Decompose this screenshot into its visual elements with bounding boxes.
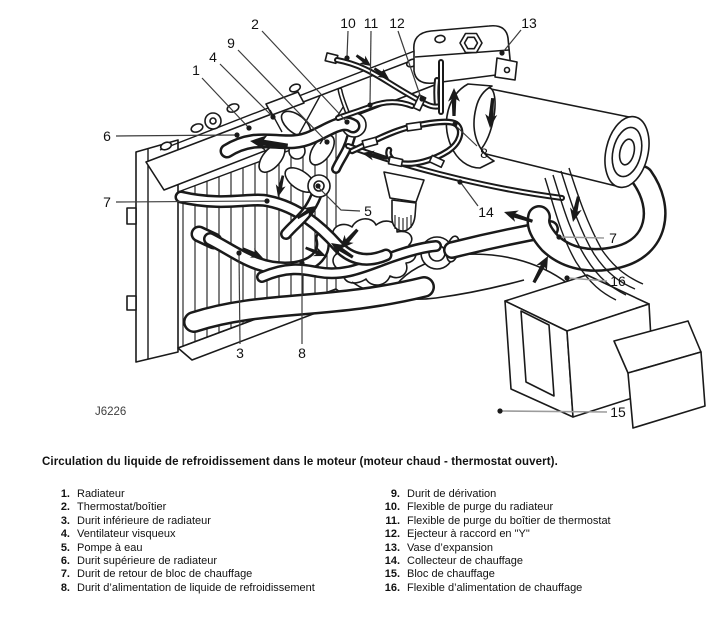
hose-union [362, 137, 377, 147]
legend-item-number: 1. [60, 488, 70, 500]
callout-9: 9 [227, 35, 235, 51]
callout-16: 16 [610, 273, 626, 289]
callout-dot-7 [556, 234, 561, 239]
legend-item-label: Radiateur [77, 488, 125, 500]
legend-item [370, 488, 710, 501]
legend-item [40, 542, 370, 555]
legend-item [40, 488, 370, 501]
callout-leader-10 [347, 31, 348, 57]
callout-7: 7 [103, 194, 111, 210]
callout-10: 10 [340, 15, 356, 31]
legend-item [40, 555, 370, 568]
callout-dot-5 [315, 183, 320, 188]
callout-dot-14 [457, 179, 462, 184]
tank-cap [460, 34, 482, 53]
legend-item-label: Bloc de chauffage [407, 568, 495, 581]
legend-item [370, 582, 710, 595]
legend-column-left [40, 488, 370, 595]
legend-column-right [370, 488, 710, 595]
callout-dot-12 [419, 96, 424, 101]
legend-item-label: Durit supérieure de radiateur [77, 555, 218, 568]
callout-dot-4 [270, 114, 275, 119]
callout-dot-10 [344, 55, 349, 60]
callout-dot-3 [236, 250, 241, 255]
legend-item [370, 515, 710, 528]
figure-code: J6226 [95, 406, 127, 418]
legend-item-number: 10. [384, 501, 400, 514]
ribbed-cylinder [392, 200, 416, 231]
callout-15: 15 [610, 404, 626, 420]
legend-item-label: Durit de dérivation [407, 488, 497, 500]
legend-item-number: 2. [60, 501, 70, 514]
figure-caption: Circulation du liquide de refroidissement dans le moteur (moteur chaud - thermostat ouvert). [42, 456, 558, 468]
legend-item [40, 582, 370, 595]
legend-item-label: Thermostat/boîtier [77, 501, 167, 514]
legend-item-label: Flexible d’alimentation de chauffage [407, 581, 583, 594]
legend-item [40, 568, 370, 581]
legend-item-label: Flexible de purge du boîtier de thermostat [407, 514, 611, 527]
callout-2: 2 [251, 16, 259, 32]
legend-item [370, 568, 710, 581]
legend-item-label: Pompe à eau [77, 541, 143, 554]
callout-dot-13 [499, 50, 504, 55]
legend-item-number: 9. [390, 488, 400, 500]
legend-item-label: Vase d’expansion [407, 541, 494, 554]
legend-item-number: 12. [384, 528, 400, 541]
legend-item-number: 4. [60, 528, 70, 541]
callout-11: 11 [363, 15, 379, 31]
legend-item-number: 11. [385, 514, 400, 527]
flow-arrow [276, 175, 286, 197]
legend-item-number: 13. [384, 541, 400, 554]
heater-block [505, 275, 705, 428]
hose-union [407, 122, 422, 131]
tank-neck [436, 80, 437, 106]
legend-item-number: 7. [60, 568, 70, 581]
legend-item-label: Collecteur de chauffage [407, 555, 523, 568]
callout-leader-15 [501, 411, 607, 412]
legend-item-label: Flexible de purge du radiateur [407, 501, 554, 514]
legend-item-label: Durit d’alimentation de liquide de refroidissement [77, 581, 315, 594]
callout-5: 5 [364, 203, 372, 219]
legend-item-label: Durit de retour de bloc de chauffage [77, 568, 253, 581]
callout-leader-7 [560, 237, 604, 238]
callout-dot-7 [264, 198, 269, 203]
callout-3: 3 [236, 345, 244, 361]
callout-7: 7 [609, 230, 617, 246]
callout-dot-11 [367, 102, 372, 107]
callout-8: 8 [480, 145, 488, 161]
callout-dot-16 [564, 275, 569, 280]
callout-14: 14 [478, 204, 494, 220]
callout-dot-6 [234, 132, 239, 137]
legend [0, 488, 720, 595]
legend-item-label: Ejecteur à raccord en "Y" [407, 528, 530, 541]
tank-bracket [495, 58, 517, 80]
legend-item [40, 528, 370, 541]
callout-8: 8 [298, 345, 306, 361]
legend-item [370, 528, 710, 541]
legend-item-number: 3. [60, 514, 70, 527]
callout-12: 12 [389, 15, 405, 31]
hose-union [389, 157, 403, 167]
legend-item-number: 6. [60, 555, 70, 568]
filler-funnel [384, 172, 424, 202]
legend-item [370, 542, 710, 555]
callout-4: 4 [209, 49, 217, 65]
callout-dot-2 [344, 119, 349, 124]
legend-item-label: Ventilateur visqueux [77, 528, 176, 541]
legend-item-label: Durit inférieure de radiateur [77, 514, 211, 527]
callout-dot-8 [299, 260, 304, 265]
legend-item-number: 14. [384, 555, 400, 568]
legend-item [370, 555, 710, 568]
legend-item-number: 8. [60, 581, 70, 594]
callout-dot-15 [497, 408, 502, 413]
legend-item-number: 5. [60, 541, 70, 554]
legend-item-number: 15. [384, 568, 400, 581]
callout-leader-14 [461, 183, 478, 206]
callout-dot-1 [246, 125, 251, 130]
legend-item [40, 515, 370, 528]
callout-6: 6 [103, 128, 111, 144]
legend-item-number: 16. [384, 581, 400, 594]
callout-dot-8 [452, 121, 457, 126]
callout-dot-9 [324, 139, 329, 144]
legend-item [40, 501, 370, 514]
callout-1: 1 [192, 62, 200, 78]
air-intake-duct [446, 84, 655, 260]
legend-item [370, 501, 710, 514]
callout-13: 13 [521, 15, 537, 31]
